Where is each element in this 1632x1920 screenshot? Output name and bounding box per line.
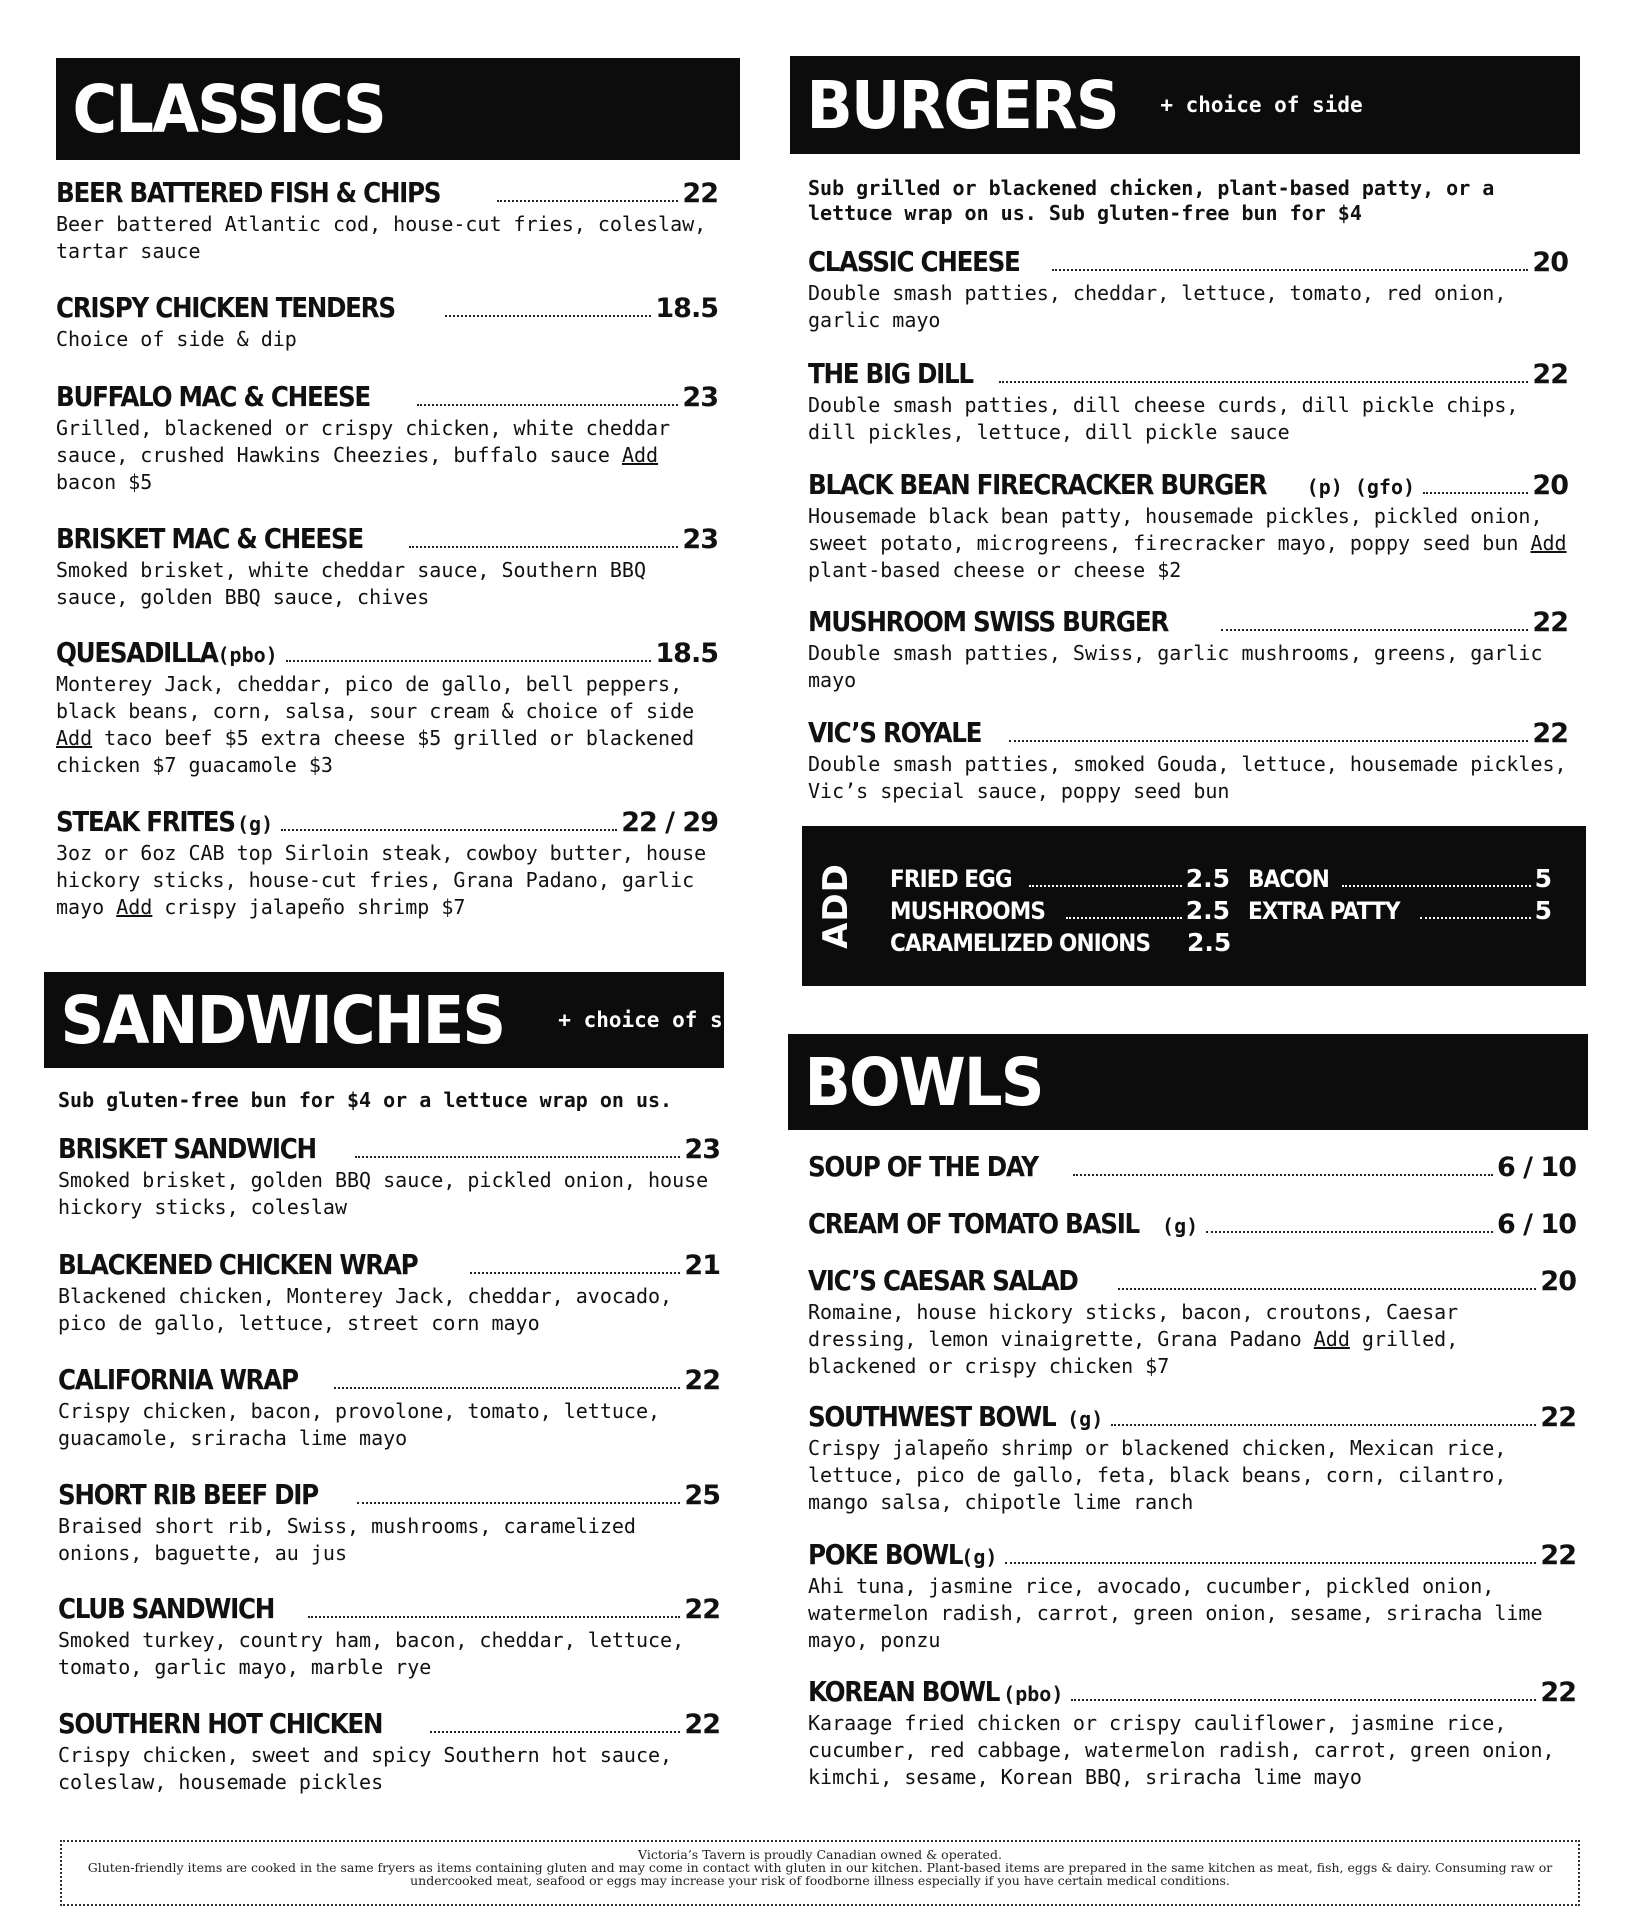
menu-item-name: BRISKET MAC & CHEESE <box>56 522 363 555</box>
dot-leader <box>1009 740 1529 742</box>
menu-item <box>58 1478 720 1567</box>
description-text: Ahi tuna, jasmine rice, avocado, cucumber, pickled onion, watermelon radish, carrot, green onion, sesame, sriracha lime mayo, ponzu <box>808 1574 1543 1652</box>
menu-item-price: 20 <box>1540 1266 1576 1297</box>
description-text: Double smash patties, dill cheese curds, dill pickle chips, dill pickles, lettuce, dill pickle sauce <box>808 393 1519 444</box>
menu-item-description <box>808 1299 1576 1380</box>
footer-line-1: Victoria’s Tavern is proudly Canadian owned & operated. <box>638 1847 1002 1862</box>
menu-item-description <box>56 671 718 779</box>
menu-item-header <box>56 380 718 413</box>
footer-line-2: Gluten-friendly items are cooked in the same fryers as items containing gluten and may come in contact with gluten in our kitchen. Plant-based items are prepared in the same kitchen as meat, fish, eggs & dairy. Consuming raw or undercooked meat, seafood or eggs may increase your risk of foodborne illness especially if you have certain medical conditions. <box>87 1860 1553 1888</box>
burgers-note: Sub grilled or blackened chicken, plant-based patty, or a lettuce wrap on us. Sub gluten-free bun for $4 <box>808 176 1495 225</box>
sandwiches-banner <box>44 972 761 1068</box>
description-text: Smoked turkey, country ham, bacon, cheddar, lettuce, tomato, garlic mayo, marble rye <box>58 1628 685 1679</box>
bowls-banner <box>788 1034 1588 1130</box>
menu-item-name: CLASSIC CHEESE <box>808 245 1020 278</box>
sandwiches-note: Sub gluten-free bun for $4 or a lettuce wrap on us. <box>58 1088 673 1112</box>
menu-item-price: 22 <box>682 178 718 209</box>
add-on-name: BACON <box>1248 865 1329 893</box>
add-on-item <box>1248 896 1552 925</box>
bowls-title: BOWLS <box>804 1043 1043 1121</box>
add-label: Add <box>56 726 93 750</box>
dot-leader <box>1423 492 1528 494</box>
add-on-text: taco beef $5 extra cheese $5 grilled or blackened chicken $7 guacamole $3 <box>56 726 695 777</box>
menu-item-name: CALIFORNIA WRAP <box>58 1363 298 1396</box>
add-on-item <box>890 896 1230 925</box>
menu-item-name: STEAK FRITES <box>56 805 235 838</box>
add-label: Add <box>116 895 153 919</box>
add-on-text: plant-based cheese or cheese $2 <box>808 558 1182 582</box>
dot-leader <box>281 829 617 831</box>
dot-leader <box>357 1502 680 1504</box>
menu-item <box>808 716 1568 805</box>
add-on-text: crispy jalapeño shrimp $7 <box>164 895 466 919</box>
menu-item-name: QUESADILLA <box>56 636 218 669</box>
description-text: Karaage fried chicken or crispy cauliflower, jasmine rice, cucumber, red cabbage, watermelon radish, carrot, green onion, kimchi, sesame, Korean BBQ, sriracha lime mayo <box>808 1711 1555 1789</box>
menu-item-name: CREAM OF TOMATO BASIL <box>808 1207 1139 1240</box>
menu-item <box>58 1592 720 1681</box>
menu-item-description <box>58 1513 720 1567</box>
menu-item-name: BLACK BEAN FIRECRACKER BURGER <box>808 468 1267 501</box>
menu-item-price: 22 <box>1532 718 1568 749</box>
menu-item-header <box>56 636 718 669</box>
menu-item-header <box>58 1707 720 1740</box>
dot-leader <box>1052 269 1528 271</box>
dot-leader <box>334 1387 680 1389</box>
menu-item-price: 18.5 <box>655 638 718 669</box>
menu-item <box>808 357 1568 446</box>
dietary-tag: (pbo) <box>217 643 278 667</box>
menu-item-name: BUFFALO MAC & CHEESE <box>56 380 370 413</box>
menu-item-price: 22 / 29 <box>621 807 718 838</box>
add-on-price: 5 <box>1534 864 1552 893</box>
menu-item-header <box>58 1248 720 1281</box>
dot-leader <box>417 404 679 406</box>
menu-item-name: SOUTHERN HOT CHICKEN <box>58 1707 383 1740</box>
add-on-text: grilled, blackened or crispy chicken $7 <box>808 1327 1459 1378</box>
menu-item-description <box>808 503 1568 584</box>
dietary-tag: (g) <box>237 812 274 836</box>
menu-item-name: SOUP OF THE DAY <box>808 1150 1038 1183</box>
dot-leader <box>999 381 1528 383</box>
menu-item <box>808 1264 1576 1380</box>
menu-item-header <box>808 245 1568 278</box>
menu-item-price: 20 <box>1532 247 1568 278</box>
menu-item <box>58 1132 720 1221</box>
menu-item-price: 22 <box>684 1709 720 1740</box>
menu-item <box>56 805 718 921</box>
menu-item-price: 18.5 <box>655 293 718 324</box>
dietary-tag: (g) <box>1067 1407 1104 1431</box>
footer-disclaimer <box>60 1840 1580 1906</box>
description-text: Crispy chicken, bacon, provolone, tomato, lettuce, guacamole, sriracha lime mayo <box>58 1399 661 1450</box>
menu-item-price: 22 <box>1532 607 1568 638</box>
description-text: Double smash patties, smoked Gouda, lettuce, housemade pickles, Vic’s special sauce, poppy seed bun <box>808 752 1567 803</box>
burgers-banner <box>790 56 1580 154</box>
menu-item-header <box>58 1132 720 1165</box>
dot-leader <box>355 1156 680 1158</box>
menu-item-header <box>58 1478 720 1511</box>
menu-item <box>58 1248 720 1337</box>
menu-item-name: VIC’S CAESAR SALAD <box>808 1264 1078 1297</box>
description-text: Double smash patties, cheddar, lettuce, tomato, red onion, garlic mayo <box>808 281 1507 332</box>
menu-item <box>58 1363 720 1452</box>
dot-leader <box>1420 917 1530 919</box>
menu-item-name: BEER BATTERED FISH & CHIPS <box>56 176 441 209</box>
menu-item-header <box>56 805 718 838</box>
menu-item-description <box>58 1283 720 1337</box>
menu-item-description <box>808 1573 1576 1654</box>
dietary-tag: (pbo) <box>1003 1682 1064 1706</box>
dot-leader <box>1206 1231 1493 1233</box>
menu-item-name: BRISKET SANDWICH <box>58 1132 316 1165</box>
menu-item <box>56 636 718 779</box>
menu-item-price: 22 <box>1540 1402 1576 1433</box>
menu-item-header <box>58 1363 720 1396</box>
menu-item-header <box>808 1264 1576 1297</box>
menu-item-price: 23 <box>682 524 718 555</box>
menu-item-price: 23 <box>682 382 718 413</box>
description-text: Housemade black bean patty, housemade pickles, pickled onion, sweet potato, microgreens, firecracker mayo, poppy seed bun <box>808 504 1543 555</box>
description-text: Double smash patties, Swiss, garlic mushrooms, greens, garlic mayo <box>808 641 1543 692</box>
menu-item-description <box>808 1435 1576 1516</box>
dot-leader <box>470 1272 680 1274</box>
sandwiches-title: SANDWICHES <box>60 981 505 1059</box>
menu-item-name: BLACKENED CHICKEN WRAP <box>58 1248 418 1281</box>
menu-item-description <box>58 1398 720 1452</box>
menu-item <box>808 1150 1576 1183</box>
dot-leader <box>1005 1562 1536 1564</box>
menu-item-description <box>808 751 1568 805</box>
dot-leader <box>409 546 679 548</box>
menu-item-header <box>808 357 1568 390</box>
description-text: Braised short rib, Swiss, mushrooms, caramelized onions, baguette, au jus <box>58 1514 636 1565</box>
description-text: Crispy chicken, sweet and spicy Southern hot sauce, coleslaw, housemade pickles <box>58 1743 673 1794</box>
menu-item-header <box>808 1675 1576 1708</box>
menu-item-price: 22 <box>684 1365 720 1396</box>
dot-leader <box>1066 917 1182 919</box>
menu-item-price: 21 <box>684 1250 720 1281</box>
description-text: Romaine, house hickory sticks, bacon, croutons, Caesar dressing, lemon vinaigrette, Grana Padano <box>808 1300 1459 1351</box>
description-text: 3oz or 6oz CAB top Sirloin steak, cowboy butter, house hickory sticks, house-cut fries, Grana Padano, garlic mayo <box>56 841 707 919</box>
sandwiches-subtitle: + choice of side <box>558 1008 761 1032</box>
description-text: Crispy jalapeño shrimp or blackened chicken, Mexican rice, lettuce, pico de gallo, feta, black beans, corn, cilantro, mango salsa, chipotle lime ranch <box>808 1436 1507 1514</box>
menu-item-header <box>808 1150 1576 1183</box>
menu-item <box>808 605 1568 694</box>
add-on-name: FRIED EGG <box>890 865 1012 893</box>
dot-leader <box>1073 1174 1493 1176</box>
menu-item-price: 22 <box>1540 1540 1576 1571</box>
description-text: Smoked brisket, white cheddar sauce, Southern BBQ sauce, golden BBQ sauce, chives <box>56 558 647 609</box>
add-on-price: 2.5 <box>1185 864 1230 893</box>
add-on-item <box>1248 864 1552 893</box>
menu-item-description <box>56 840 718 921</box>
menu-item-name: SOUTHWEST BOWL <box>808 1400 1056 1433</box>
menu-item-price: 22 <box>1540 1677 1576 1708</box>
menu-item <box>808 245 1568 334</box>
menu-item-header <box>808 1207 1576 1240</box>
description-text: Grilled, blackened or crispy chicken, white cheddar sauce, crushed Hawkins Cheezies, buffalo sauce <box>56 416 671 467</box>
menu-item-header <box>56 522 718 555</box>
menu-item-description <box>58 1627 720 1681</box>
dot-leader <box>497 200 679 202</box>
menu-item-header <box>808 605 1568 638</box>
menu-item-name: KOREAN BOWL <box>808 1675 1000 1708</box>
menu-item <box>808 468 1568 584</box>
dot-leader <box>1342 885 1531 887</box>
menu-item-price: 23 <box>684 1134 720 1165</box>
add-on-name: MUSHROOMS <box>890 897 1045 925</box>
classics-banner <box>56 58 740 160</box>
menu-item-price: 25 <box>684 1480 720 1511</box>
add-on-item <box>890 928 1230 957</box>
menu-item-description <box>808 280 1568 334</box>
dot-leader <box>286 660 652 662</box>
menu-item <box>56 176 718 265</box>
menu-item-name: THE BIG DILL <box>808 357 973 390</box>
add-on-price: 5 <box>1534 896 1552 925</box>
menu-item <box>808 1207 1576 1240</box>
menu-item <box>56 291 718 353</box>
add-on-name: EXTRA PATTY <box>1248 897 1400 925</box>
menu-item-description <box>58 1742 720 1796</box>
add-label: Add <box>1530 531 1567 555</box>
menu-item-name: MUSHROOM SWISS BURGER <box>808 605 1168 638</box>
menu-item-header <box>56 176 718 209</box>
dot-leader <box>430 1731 680 1733</box>
burgers-subtitle: + choice of side <box>1160 93 1363 117</box>
menu-item-header <box>808 468 1568 501</box>
classics-title: CLASSICS <box>72 70 385 148</box>
menu-item-price: 6 / 10 <box>1496 1209 1576 1240</box>
add-label: Add <box>621 443 659 467</box>
menu-item <box>808 1538 1576 1654</box>
menu-item-name: SHORT RIB BEEF DIP <box>58 1478 318 1511</box>
menu-item <box>808 1675 1576 1791</box>
menu-item-description <box>56 211 718 265</box>
dot-leader <box>1118 1288 1536 1290</box>
menu-item-header <box>808 1400 1576 1433</box>
menu-item-description <box>808 1710 1576 1791</box>
dot-leader <box>445 315 651 317</box>
dietary-tag: (p) (gfo) <box>1306 475 1416 499</box>
menu-item-description <box>56 557 718 611</box>
menu-item-header <box>808 716 1568 749</box>
dot-leader <box>1221 629 1528 631</box>
menu-item-description <box>808 640 1568 694</box>
add-on-text: bacon $5 <box>56 470 153 494</box>
dietary-tag: (g) <box>1162 1214 1199 1238</box>
description-text: Blackened chicken, Monterey Jack, cheddar, avocado, pico de gallo, lettuce, street corn mayo <box>58 1284 673 1335</box>
menu-item-price: 22 <box>1532 359 1568 390</box>
menu-item <box>58 1707 720 1796</box>
menu-item-price: 20 <box>1532 470 1568 501</box>
menu-item-description <box>808 392 1568 446</box>
menu-item-name: VIC’S ROYALE <box>808 716 982 749</box>
add-label: Add <box>1313 1327 1350 1351</box>
menu-item-header <box>808 1538 1576 1571</box>
dietary-tag: (g) <box>961 1545 998 1569</box>
menu-item-header <box>56 291 718 324</box>
menu-item-price: 6 / 10 <box>1496 1152 1576 1183</box>
menu-item <box>56 380 718 496</box>
add-ons-box <box>802 826 1586 986</box>
menu-item <box>56 522 718 611</box>
description-text: Smoked brisket, golden BBQ sauce, pickled onion, house hickory sticks, coleslaw <box>58 1168 709 1219</box>
dot-leader <box>1071 1699 1536 1701</box>
dot-leader <box>1111 1424 1536 1426</box>
dot-leader <box>1029 885 1181 887</box>
burgers-title: BURGERS <box>806 66 1118 144</box>
menu-item-name: CRISPY CHICKEN TENDERS <box>56 291 395 324</box>
menu-item-description <box>58 1167 720 1221</box>
description-text: Choice of side & dip <box>56 327 297 351</box>
add-on-price: 2.5 <box>1185 896 1230 925</box>
add-on-name: CARAMELIZED ONIONS <box>890 929 1151 957</box>
menu-item-name: CLUB SANDWICH <box>58 1592 275 1625</box>
menu-item <box>808 1400 1576 1516</box>
menu-item-description <box>56 326 718 353</box>
description-text: Monterey Jack, cheddar, pico de gallo, bell peppers, black beans, corn, salsa, sour cream & choice of side <box>56 672 695 723</box>
menu-item-header <box>58 1592 720 1625</box>
add-on-item <box>890 864 1230 893</box>
add-on-price: 2.5 <box>1187 928 1232 957</box>
description-text: Beer battered Atlantic cod, house-cut fries, coleslaw, tartar sauce <box>56 212 707 263</box>
dot-leader <box>308 1616 681 1618</box>
add-ons-label: ADD <box>816 863 857 949</box>
menu-item-name: POKE BOWL <box>808 1538 963 1571</box>
menu-item-description <box>56 415 718 496</box>
menu-item-price: 22 <box>684 1594 720 1625</box>
